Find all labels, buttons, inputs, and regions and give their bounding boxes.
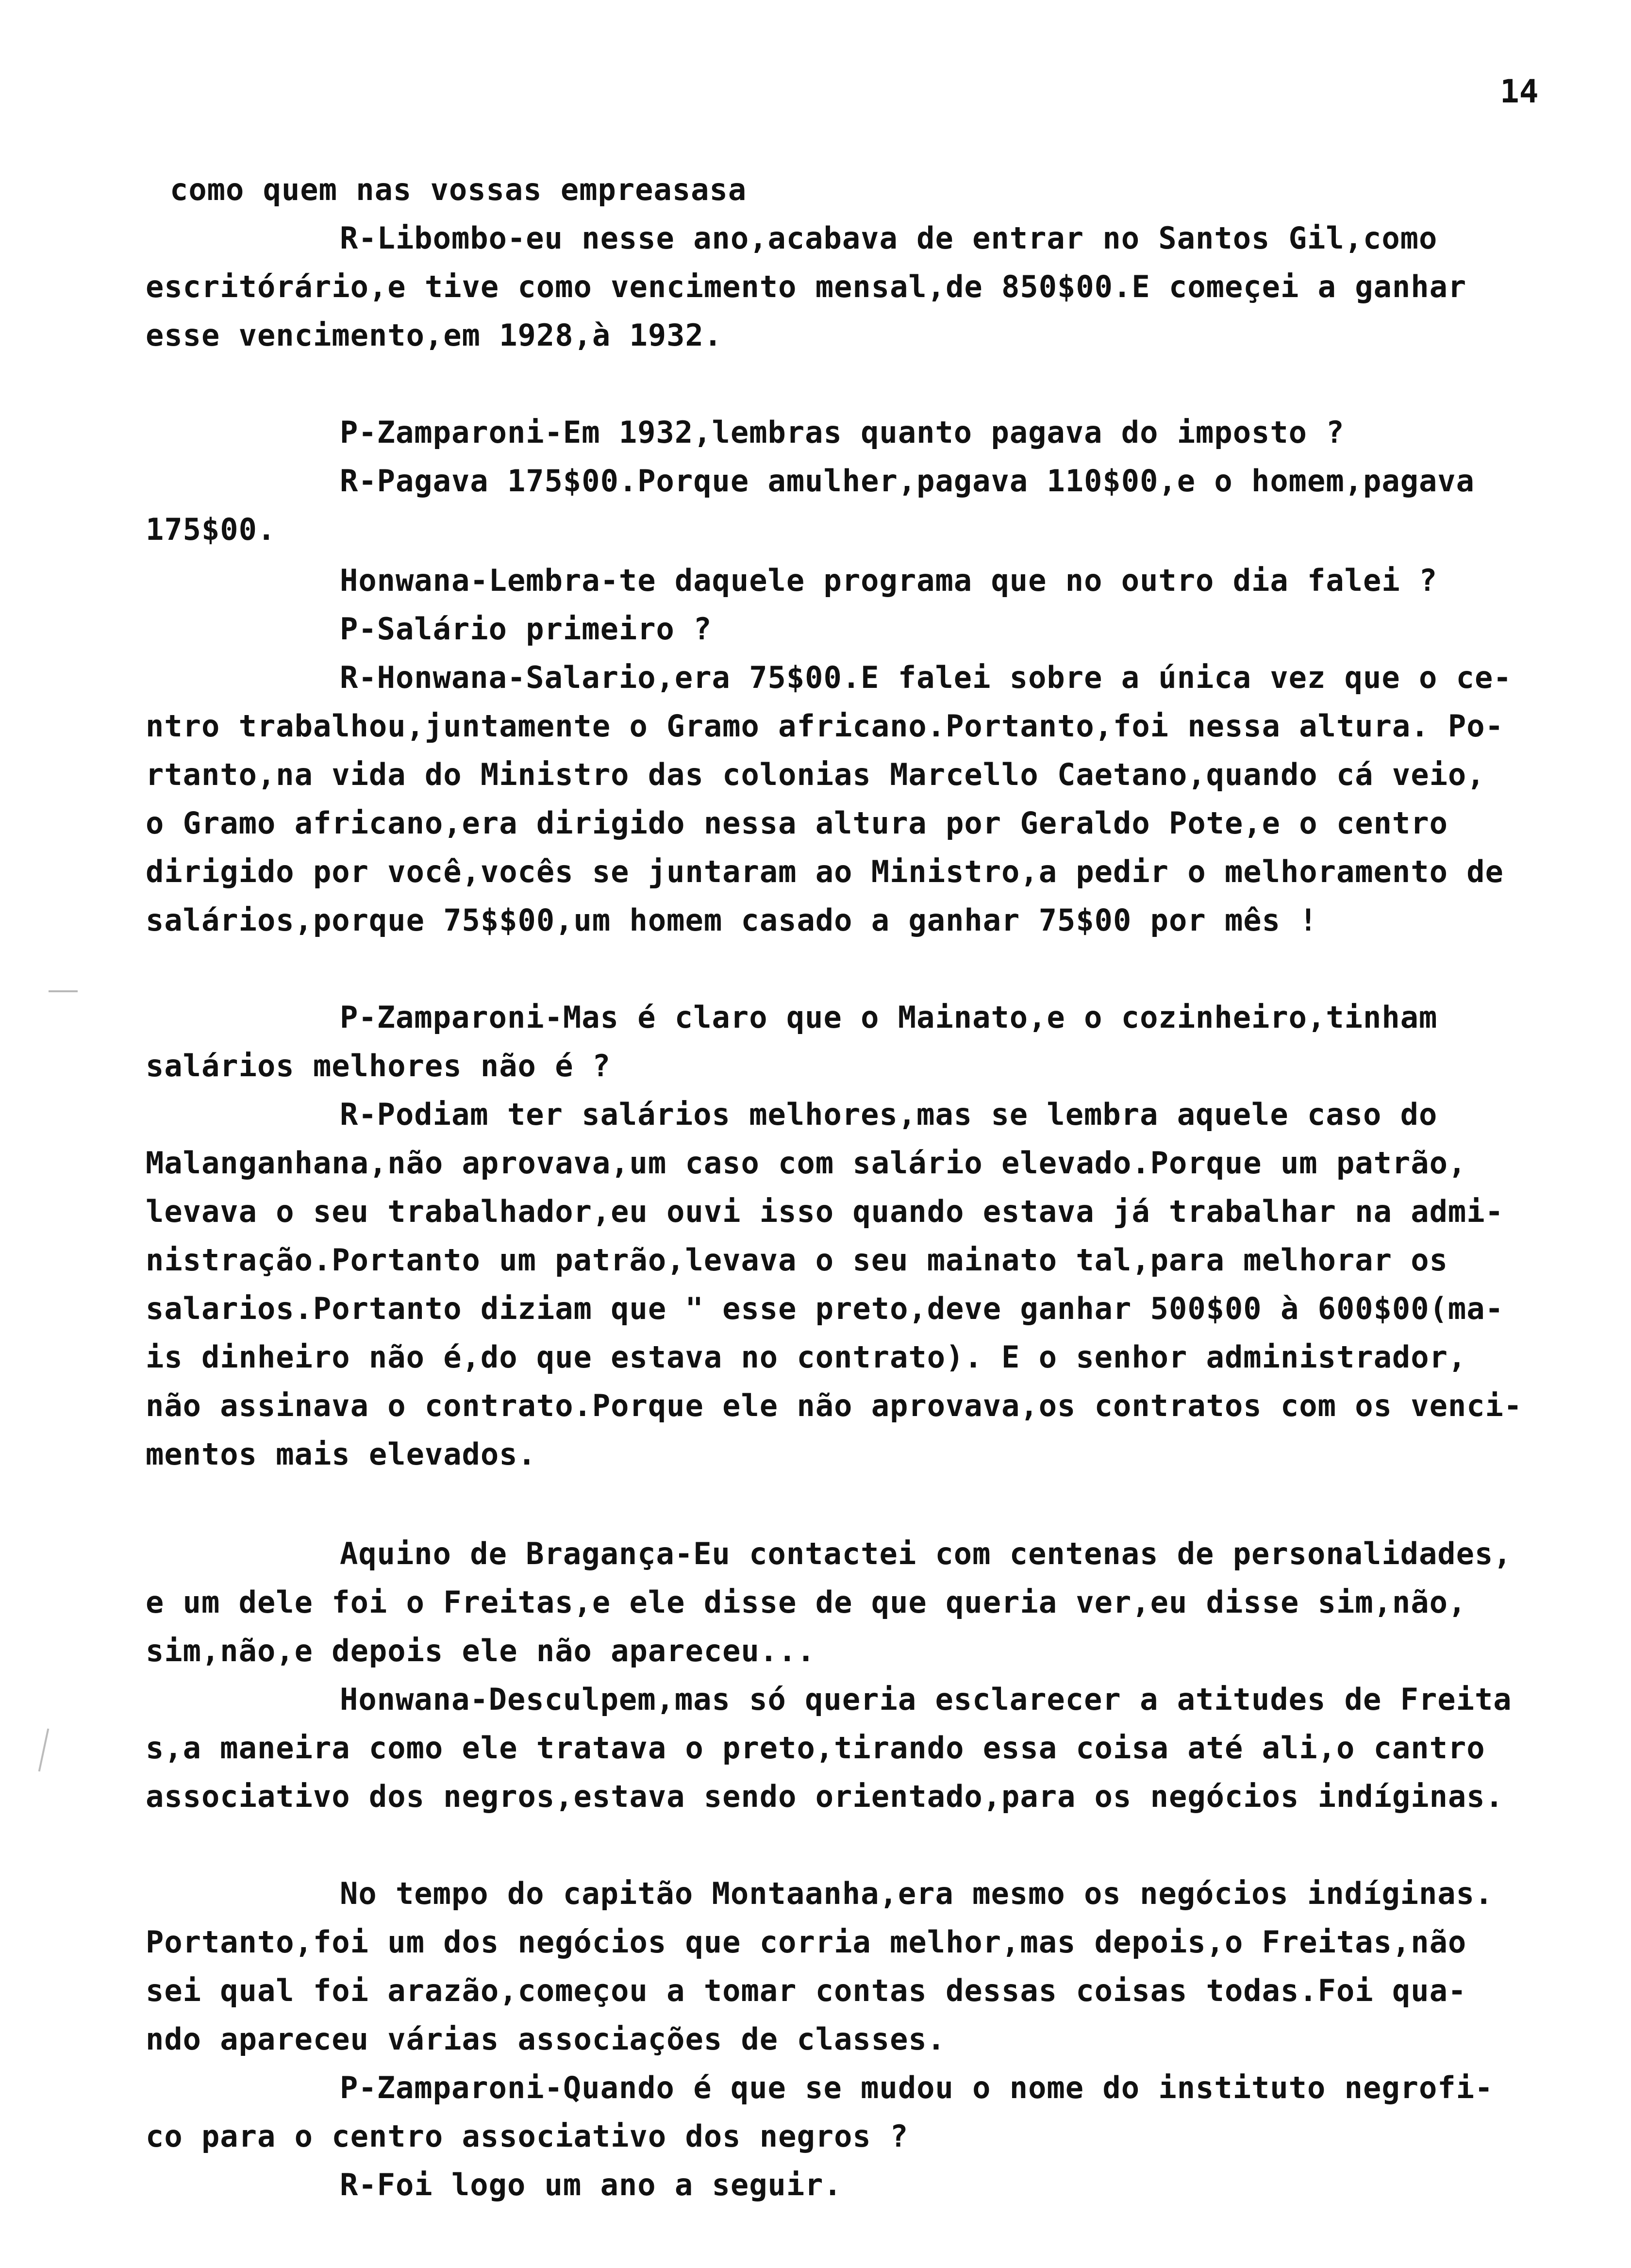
text-line: Aquino de Bragança-Eu contactei com centenas de personalidades, <box>340 1536 1512 1571</box>
text-line: co para o centro associativo dos negros ? <box>146 2118 909 2154</box>
text-line: R-Honwana-Salario,era 75$00.E falei sobre a única vez que o ce- <box>340 660 1512 695</box>
text-line: associativo dos negros,estava sendo orientado,para os negócios indíginas. <box>146 1779 1504 1814</box>
text-line: R-Foi logo um ano a seguir. <box>340 2167 842 2202</box>
text-line: salários,porque 75$$00,um homem casado a ganhar 75$00 por mês ! <box>146 902 1318 938</box>
text-line: sei qual foi arazão,começou a tomar contas dessas coisas todas.Foi qua- <box>146 1973 1467 2008</box>
text-line: P-Zamparoni-Quando é que se mudou o nome do instituto negrofi- <box>340 2070 1494 2105</box>
text-line: o Gramo africano,era dirigido nessa altura por Geraldo Pote,e o centro <box>146 805 1448 841</box>
text-line: No tempo do capitão Montaanha,era mesmo os negócios indíginas. <box>340 1876 1494 1911</box>
text-line: nistração.Portanto um patrão,levava o seu mainato tal,para melhorar os <box>146 1242 1448 1278</box>
text-line: R-Podiam ter salários melhores,mas se lembra aquele caso do <box>340 1097 1438 1132</box>
text-line: e um dele foi o Freitas,e ele disse de que queria ver,eu disse sim,não, <box>146 1584 1467 1620</box>
text-line: não assinava o contrato.Porque ele não aprovava,os contratos com os venci- <box>146 1388 1523 1423</box>
text-line: mentos mais elevados. <box>146 1436 536 1472</box>
text-line: ndo apareceu várias associações de classes. <box>146 2021 946 2057</box>
text-line: ntro trabalhou,juntamente o Gramo africano.Portanto,foi nessa altura. Po- <box>146 708 1504 744</box>
text-line: esse vencimento,em 1928,à 1932. <box>146 317 723 353</box>
text-line: 175$00. <box>146 512 276 547</box>
text-line: salarios.Portanto diziam que " esse preto,deve ganhar 500$00 à 600$00(ma- <box>146 1291 1504 1326</box>
text-line: Honwana-Lembra-te daquele programa que no outro dia falei ? <box>340 563 1438 598</box>
text-line: is dinheiro não é,do que estava no contrato). E o senhor administrador, <box>146 1339 1467 1375</box>
text-line: P-Salário primeiro ? <box>340 611 712 647</box>
page-number: 14 <box>1500 73 1539 110</box>
text-line: s,a maneira como ele tratava o preto,tirando essa coisa até ali,o cantro <box>146 1730 1485 1766</box>
text-line: P-Zamparoni-Em 1932,lembras quanto pagava do imposto ? <box>340 415 1345 450</box>
text-line: Honwana-Desculpem,mas só queria esclarecer a atitudes de Freita <box>340 1682 1512 1717</box>
scan-mark <box>38 1729 50 1772</box>
text-line: R-Libombo-eu nesse ano,acabava de entrar no Santos Gil,como <box>340 220 1438 256</box>
text-line: P-Zamparoni-Mas é claro que o Mainato,e o cozinheiro,tinham <box>340 1000 1438 1035</box>
text-line: dirigido por você,vocês se juntaram ao Ministro,a pedir o melhoramento de <box>146 854 1504 889</box>
text-line: levava o seu trabalhador,eu ouvi isso quando estava já trabalhar na admi- <box>146 1194 1504 1229</box>
text-line: escritórário,e tive como vencimento mensal,de 850$00.E começei a ganhar <box>146 269 1467 304</box>
text-line: Portanto,foi um dos negócios que corria melhor,mas depois,o Freitas,não <box>146 1924 1467 1960</box>
text-line: salários melhores não é ? <box>146 1048 611 1084</box>
text-line: sim,não,e depois ele não apareceu... <box>146 1633 816 1668</box>
text-line: R-Pagava 175$00.Porque amulher,pagava 110$00,e o homem,pagava <box>340 463 1475 499</box>
text-line: rtanto,na vida do Ministro das colonias Marcello Caetano,quando cá veio, <box>146 757 1485 792</box>
text-line: como quem nas vossas empreasasa <box>170 172 747 207</box>
text-line: Malanganhana,não aprovava,um caso com salário elevado.Porque um patrão, <box>146 1145 1467 1181</box>
scan-mark <box>49 990 78 992</box>
